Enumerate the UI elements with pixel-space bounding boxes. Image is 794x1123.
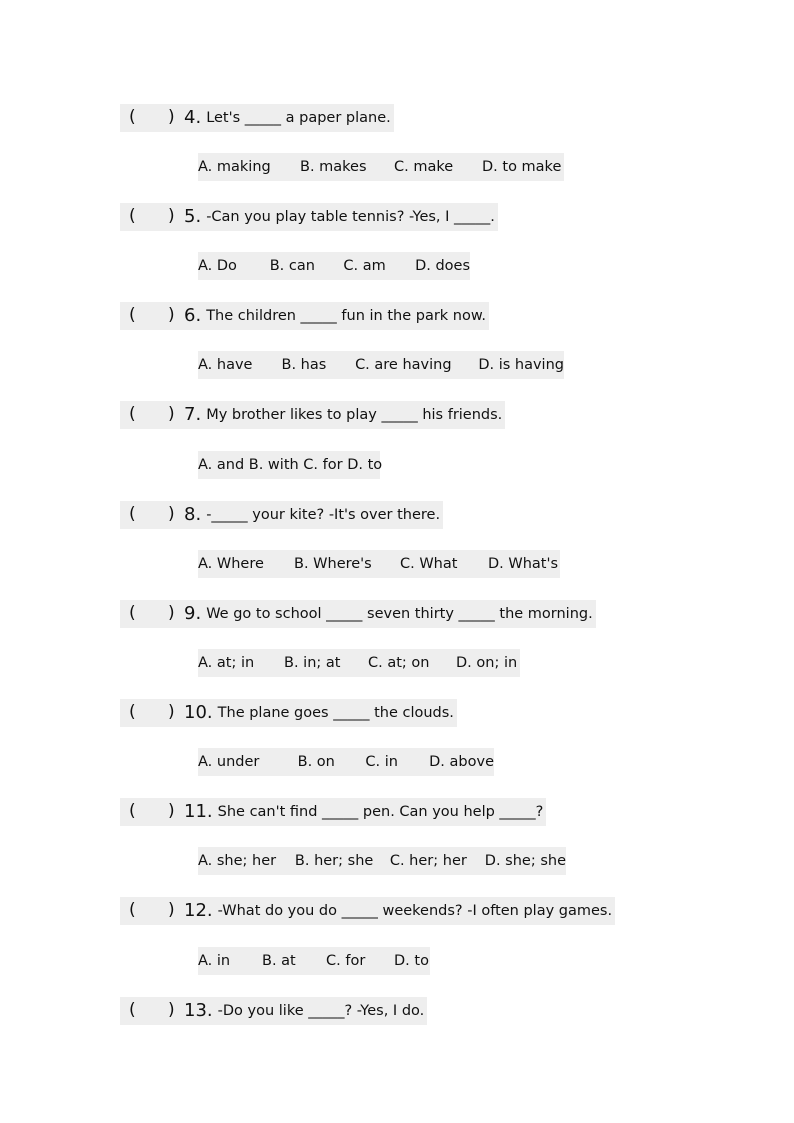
question-text: The plane goes _____ the clouds. — [217, 705, 454, 721]
question-13 — [120, 997, 427, 1025]
option-c: C. her; her — [389, 853, 467, 869]
option-c: C. at; on — [368, 655, 430, 671]
answer-blank[interactable] — [120, 699, 184, 727]
option-b: B. Where's — [294, 556, 372, 572]
options-8 — [198, 550, 560, 578]
options-12 — [198, 947, 430, 975]
option-d: D. above — [429, 754, 494, 770]
question-number: 5. — [184, 206, 202, 227]
question-number: 10. — [184, 702, 213, 723]
close-paren: ) — [168, 504, 175, 524]
close-paren: ) — [168, 603, 175, 623]
open-paren: ( — [129, 504, 136, 524]
option-a: A. Where — [198, 556, 264, 572]
option-d: D. to make — [482, 159, 562, 175]
question-text: The children _____ fun in the park now. — [206, 308, 486, 324]
question-text: -_____ your kite? -It's over there. — [206, 507, 441, 523]
options-11 — [198, 847, 566, 875]
open-paren: ( — [129, 801, 136, 821]
question-number: 13. — [184, 1000, 213, 1021]
option-d: D. What's — [488, 556, 559, 572]
option-d: D. to — [394, 953, 429, 969]
close-paren: ) — [168, 900, 175, 920]
question-8 — [120, 501, 443, 529]
question-7 — [120, 401, 505, 429]
open-paren: ( — [129, 107, 136, 127]
question-number: 6. — [184, 305, 202, 326]
option-b: B. makes — [300, 159, 367, 175]
answer-blank[interactable] — [120, 600, 184, 628]
option-b: B. in; at — [284, 655, 341, 671]
close-paren: ) — [168, 702, 175, 722]
option-c: C. am — [343, 258, 386, 274]
question-text: We go to school _____ seven thirty _____ the morning. — [206, 606, 593, 622]
open-paren: ( — [129, 603, 136, 623]
open-paren: ( — [129, 206, 136, 226]
option-a: A. under — [198, 754, 260, 770]
option-d: D. does — [415, 258, 470, 274]
question-12 — [120, 897, 615, 925]
close-paren: ) — [168, 801, 175, 821]
question-5 — [120, 203, 498, 231]
close-paren: ) — [168, 206, 175, 226]
options-6 — [198, 351, 564, 379]
question-10 — [120, 699, 457, 727]
open-paren: ( — [129, 702, 136, 722]
option-b: B. can — [269, 258, 315, 274]
option-b: B. at — [262, 953, 296, 969]
option-a: A. in — [198, 953, 231, 969]
question-number: 8. — [184, 504, 202, 525]
answer-blank[interactable] — [120, 302, 184, 330]
option-b: B. on — [297, 754, 335, 770]
question-text: Let's _____ a paper plane. — [206, 110, 391, 126]
open-paren: ( — [129, 404, 136, 424]
answer-blank[interactable] — [120, 897, 184, 925]
options-9 — [198, 649, 520, 677]
question-number: 9. — [184, 603, 202, 624]
options-7 — [198, 451, 383, 479]
open-paren: ( — [129, 305, 136, 325]
option-d: D. on; in — [456, 655, 518, 671]
question-number: 12. — [184, 900, 213, 921]
close-paren: ) — [168, 404, 175, 424]
answer-blank[interactable] — [120, 104, 184, 132]
options-line: A. and B. with C. for D. to — [198, 457, 383, 473]
option-a: A. have — [198, 357, 253, 373]
options-5 — [198, 252, 470, 280]
answer-blank[interactable] — [120, 798, 184, 826]
question-9 — [120, 600, 596, 628]
option-a: A. making — [198, 159, 271, 175]
close-paren: ) — [168, 1000, 175, 1020]
option-a: A. she; her — [198, 853, 277, 869]
open-paren: ( — [129, 900, 136, 920]
question-text: -Can you play table tennis? -Yes, I _____. — [206, 209, 495, 225]
option-c: C. are having — [355, 357, 452, 373]
question-text: -Do you like _____? -Yes, I do. — [217, 1003, 425, 1019]
question-6 — [120, 302, 489, 330]
question-number: 11. — [184, 801, 213, 822]
question-4 — [120, 104, 394, 132]
question-number: 4. — [184, 107, 202, 128]
answer-blank[interactable] — [120, 203, 184, 231]
answer-blank[interactable] — [120, 401, 184, 429]
option-c: C. in — [365, 754, 398, 770]
option-d: D. is having — [478, 357, 564, 373]
option-b: B. has — [281, 357, 327, 373]
option-a: A. at; in — [198, 655, 255, 671]
close-paren: ) — [168, 107, 175, 127]
answer-blank[interactable] — [120, 997, 184, 1025]
close-paren: ) — [168, 305, 175, 325]
options-10 — [198, 748, 494, 776]
answer-blank[interactable] — [120, 501, 184, 529]
option-c: C. What — [400, 556, 458, 572]
question-number: 7. — [184, 404, 202, 425]
option-c: C. make — [394, 159, 454, 175]
open-paren: ( — [129, 1000, 136, 1020]
option-b: B. her; she — [294, 853, 374, 869]
question-text: -What do you do _____ weekends? -I often play games. — [217, 903, 613, 919]
question-text: My brother likes to play _____ his friends. — [206, 407, 503, 423]
option-a: A. Do — [198, 258, 237, 274]
option-c: C. for — [326, 953, 366, 969]
question-11 — [120, 798, 546, 826]
question-text: She can't find _____ pen. Can you help _____? — [217, 804, 544, 820]
options-4 — [198, 153, 564, 181]
option-d: D. she; she — [484, 853, 566, 869]
